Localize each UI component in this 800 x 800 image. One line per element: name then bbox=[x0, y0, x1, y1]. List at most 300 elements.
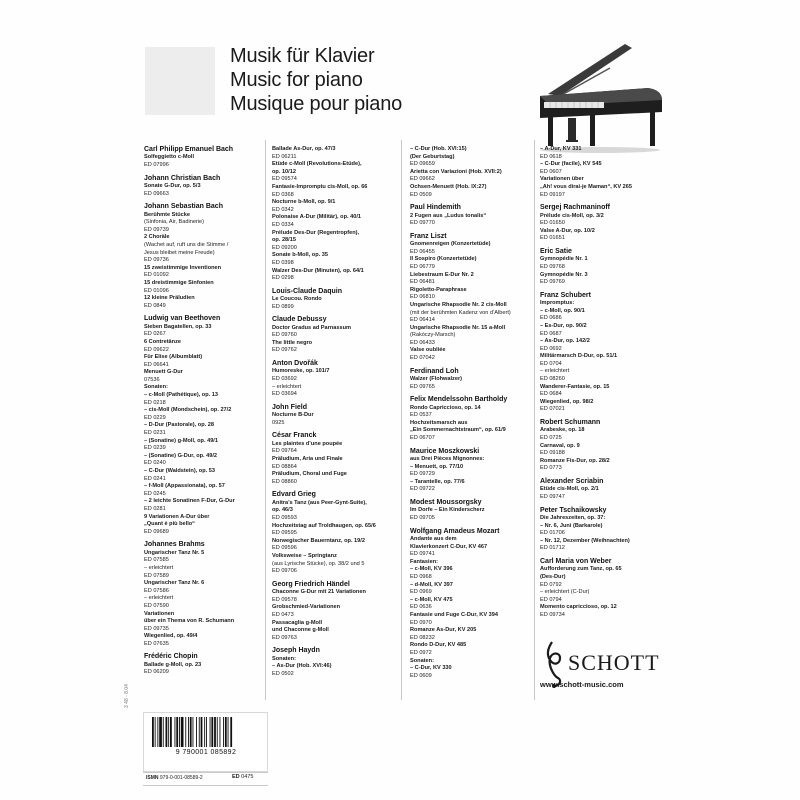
edition-code: ED 06455 bbox=[410, 248, 435, 255]
work-title: Impromptus: bbox=[540, 300, 575, 307]
edition-code: ED 01650 bbox=[540, 220, 565, 227]
work-title: – A-Dur, KV 331 bbox=[540, 146, 582, 152]
barcode-bar bbox=[152, 717, 154, 747]
work-title: Ungarische Rhapsodie Nr. 15 a-Moll bbox=[410, 324, 506, 331]
work-title: Chaconne G-Dur mit 21 Variationen bbox=[272, 589, 366, 596]
edition-code: ED 0502 bbox=[272, 670, 294, 677]
edition-code: ED 0368 bbox=[272, 191, 294, 198]
work-note: (Sinfonia, Air, Badinerie) bbox=[144, 219, 205, 226]
work-note: – erleichtert bbox=[272, 383, 302, 390]
edition-code: ED 09596 bbox=[272, 545, 297, 552]
barcode-bar bbox=[188, 717, 189, 747]
catalog-column-3 bbox=[410, 146, 530, 680]
edition-code: ED 06641 bbox=[144, 361, 169, 368]
work-title: Polonaise A-Dur (Militär), op. 40/1 bbox=[272, 214, 361, 221]
work-title: Die Jahreszeiten, op. 37: bbox=[540, 515, 606, 521]
work-title: Valse oubliée bbox=[410, 347, 446, 354]
edition-code: ED 09578 bbox=[272, 596, 297, 603]
barcode-bar bbox=[223, 717, 224, 747]
barcode-bar bbox=[163, 717, 164, 747]
edition-code: ED 09706 bbox=[272, 568, 297, 575]
composer-name: Joseph Haydn bbox=[272, 647, 320, 655]
work-title: – 2 leichte Sonatinen F-Dur, G-Dur bbox=[144, 498, 235, 505]
edition-code: ED 09197 bbox=[540, 191, 565, 198]
edition-code: ED 07996 bbox=[144, 162, 169, 168]
work-title: Aufforderung zum Tanz, op. 65 bbox=[540, 566, 622, 573]
work-title: Prélude Des-Dur (Regentropfen), bbox=[272, 229, 360, 236]
work-title: – Nr. 6, Juni (Barkarole) bbox=[540, 522, 603, 529]
edition-code: ED 06211 bbox=[272, 153, 297, 160]
work-title: Variationen über bbox=[540, 176, 584, 183]
edition-code: ED 09663 bbox=[144, 190, 169, 197]
work-title: – d-Moll, KV 397 bbox=[410, 581, 453, 588]
edition-number bbox=[232, 774, 253, 780]
composer-name: Sergej Rachmaninoff bbox=[540, 204, 611, 212]
edition-code: ED 01712 bbox=[540, 545, 565, 552]
edition-value: 0475 bbox=[241, 774, 254, 780]
edition-code: ED 0398 bbox=[272, 259, 294, 266]
edition-code: ED 03694 bbox=[272, 391, 297, 398]
composer-name: Johann Christian Bach bbox=[144, 174, 221, 182]
edition-code: ED 0773 bbox=[540, 465, 562, 472]
catalog-column-4 bbox=[540, 146, 660, 620]
work-title: Walzer Des-Dur (Minuten), op. 64/1 bbox=[272, 267, 364, 274]
work-title: Norwegischer Bauerntanz, op. 19/2 bbox=[272, 537, 365, 544]
work-title: – c-Moll, KV 475 bbox=[410, 596, 453, 603]
edition-code: ED 09729 bbox=[410, 471, 435, 478]
edition-code: ED 0970 bbox=[410, 619, 432, 626]
edition-code: ED 0239 bbox=[144, 445, 166, 452]
composer-name: Maurice Moszkowski bbox=[410, 447, 480, 455]
work-title: – cis-Moll (Mondschein), op. 27/2 bbox=[144, 407, 232, 414]
work-title: Andante aus dem bbox=[410, 536, 457, 542]
composer-name: Modest Moussorgsky bbox=[410, 499, 482, 506]
edition-code: ED 0267 bbox=[144, 331, 166, 338]
edition-code: ED 09769 bbox=[540, 279, 565, 286]
edition-code: ED 0342 bbox=[272, 206, 294, 213]
work-title: Für Elise (Albumblatt) bbox=[144, 354, 203, 361]
work-title: Menuett G-Dur bbox=[144, 369, 183, 376]
edition-code: ED 09764 bbox=[272, 448, 297, 455]
side-print-code: 3 48 - 8.04 bbox=[124, 684, 130, 708]
barcode-bar bbox=[176, 717, 178, 747]
barcode-bar bbox=[206, 717, 207, 747]
barcode-bar bbox=[190, 717, 192, 747]
work-title: Les plaintes d’une poupée bbox=[272, 440, 343, 447]
work-title: Fantasie und Fuge C-Dur, KV 394 bbox=[410, 611, 498, 618]
edition-code: ED 09574 bbox=[272, 176, 297, 183]
barcode-bar bbox=[159, 717, 162, 747]
barcode-bar bbox=[196, 717, 197, 747]
work-title: Hochzeitsmarsch aus bbox=[410, 419, 468, 426]
edition-code: ED 07042 bbox=[410, 355, 435, 362]
work-title: Ballade As-Dur, op. 47/3 bbox=[272, 146, 336, 152]
edition-code: ED 09770 bbox=[410, 220, 435, 227]
title-block bbox=[230, 44, 402, 116]
edition-code: ED 06433 bbox=[410, 339, 435, 346]
edition-code: ED 08860 bbox=[272, 478, 297, 485]
edition-code: ED 06481 bbox=[410, 279, 435, 286]
work-title: – As-Dur (Hob. XVI:46) bbox=[272, 663, 332, 670]
edition-code: ED 0473 bbox=[272, 611, 294, 618]
work-title: Nocturne b-Moll, op. 9/1 bbox=[272, 199, 336, 206]
edition-code: ED 07635 bbox=[144, 640, 169, 647]
edition-code: ED 07589 bbox=[144, 572, 169, 579]
barcode-bar bbox=[220, 717, 221, 747]
composer-name: Felix Mendelssohn Bartholdy bbox=[410, 396, 508, 404]
work-title: über ein Thema von R. Schumann bbox=[144, 618, 235, 625]
edition-code: ED 09763 bbox=[272, 634, 297, 641]
work-note: (mit der berühmten Kadenz von d’Albert) bbox=[410, 309, 511, 316]
work-title: Militärmarsch D-Dur, op. 51/1 bbox=[540, 353, 618, 360]
work-title: Romanze Fis-Dur, op. 28/2 bbox=[540, 457, 610, 464]
edition-code: ED 0972 bbox=[410, 649, 432, 656]
barcode-bar bbox=[185, 717, 186, 747]
edition-code: ED 0245 bbox=[144, 490, 166, 497]
work-note: (Rakóczy-Marsch) bbox=[410, 332, 456, 339]
edition-code: ED 0792 bbox=[540, 581, 562, 588]
edition-code: ED 0240 bbox=[144, 460, 166, 467]
edition-code: ED 09622 bbox=[144, 346, 169, 353]
work-title: Il Sospiro (Konzertetüde) bbox=[410, 256, 477, 263]
barcode-bar bbox=[155, 717, 156, 747]
edition-code: ED 09689 bbox=[144, 528, 169, 535]
work-title: Volksweise – Springtanz bbox=[272, 552, 337, 559]
edition-code: ED 0231 bbox=[144, 430, 166, 437]
edition-code: ED 06779 bbox=[410, 263, 435, 270]
work-title: Etüde c-Moll (Revolutions-Etüde), bbox=[272, 161, 362, 168]
work-title: Sieben Bagatellen, op. 33 bbox=[144, 323, 212, 330]
edition-code: ED 03692 bbox=[272, 376, 297, 383]
work-title: op. 28/15 bbox=[272, 237, 296, 244]
work-title: Carnaval, op. 9 bbox=[540, 442, 580, 449]
composer-name: César Franck bbox=[272, 432, 317, 440]
edition-code: ED 0298 bbox=[272, 275, 294, 282]
work-title: Ballade g-Moll, op. 23 bbox=[144, 661, 202, 668]
edition-code: ED 09735 bbox=[144, 625, 169, 632]
work-title: „Ein Sommernachtstraum“, op. 61/9 bbox=[410, 427, 506, 434]
work-note: – erleichtert (C-Dur) bbox=[540, 589, 590, 596]
work-title: The little negro bbox=[272, 339, 313, 346]
work-title: – Nr. 12, Dezember (Weihnachten) bbox=[540, 537, 630, 544]
work-title: Präludium, Choral und Fuge bbox=[272, 471, 347, 478]
work-title: Walzer (Flohwalzer) bbox=[410, 376, 463, 383]
work-title: Präludium, Aria und Finale bbox=[272, 456, 343, 463]
work-title: Berühmte Stücke bbox=[144, 211, 191, 218]
work-title: – C-Dur (Waldstein), op. 53 bbox=[144, 468, 215, 474]
work-title: Hochzeitstag auf Troldhaugen, op. 65/6 bbox=[272, 522, 376, 529]
work-title: 6 Contretänze bbox=[144, 338, 181, 345]
composer-name: Paul Hindemith bbox=[410, 204, 461, 212]
composer-name: Georg Friedrich Händel bbox=[272, 580, 350, 588]
edition-code: ED 0969 bbox=[410, 589, 432, 596]
work-title: Ungarische Rhapsodie Nr. 2 cis-Moll bbox=[410, 301, 507, 308]
work-title: – c-Moll, KV 396 bbox=[410, 566, 453, 573]
work-title: und Chaconne g-Moll bbox=[272, 627, 329, 634]
work-title: Anitra’s Tanz (aus Peer-Gynt-Suite), bbox=[272, 499, 367, 506]
catalog-column-1 bbox=[144, 146, 262, 677]
work-title: Nocturne B-Dur bbox=[272, 412, 314, 419]
ismn-code bbox=[146, 775, 203, 781]
work-title: Sonaten: bbox=[272, 655, 296, 662]
edition-code: ED 0684 bbox=[540, 391, 562, 398]
composer-name: Louis-Claude Daquin bbox=[272, 287, 342, 295]
composer-name: Carl Maria von Weber bbox=[540, 557, 612, 565]
composer-name: Wolfgang Amadeus Mozart bbox=[410, 527, 500, 535]
edition-code: ED 01096 bbox=[144, 287, 169, 294]
composer-name: Anton Dvořák bbox=[272, 360, 318, 368]
edition-code: ED 0704 bbox=[540, 360, 562, 367]
edition-code: ED 0281 bbox=[144, 505, 166, 512]
edition-code: ED 0607 bbox=[540, 168, 562, 175]
edition-code: ED 09747 bbox=[540, 494, 565, 500]
work-title: Romanze As-Dur, KV 205 bbox=[410, 627, 477, 634]
edition-code: ED 09659 bbox=[410, 161, 435, 168]
work-title: – D-Dur (Pastorale), op. 28 bbox=[144, 422, 214, 429]
work-title: 2 Fugen aus „Ludus tonalis“ bbox=[410, 212, 487, 219]
edition-code: ED 09765 bbox=[410, 383, 435, 390]
edition-code: ED 06414 bbox=[410, 317, 435, 324]
work-title: Rigoletto-Paraphrase bbox=[410, 286, 467, 293]
barcode-bar bbox=[199, 717, 200, 747]
composer-name: Ferdinand Loh bbox=[410, 367, 459, 375]
composer-name: Franz Liszt bbox=[410, 232, 447, 240]
work-title: Ungarischer Tanz Nr. 5 bbox=[144, 549, 205, 556]
barcode-bar bbox=[168, 717, 169, 747]
work-note: Jesus bleibet meine Freude) bbox=[144, 249, 215, 256]
edition-code: ED 0692 bbox=[540, 345, 562, 352]
edition-code: ED 09705 bbox=[410, 515, 435, 521]
edition-code: ED 09768 bbox=[540, 263, 565, 270]
edition-code: ED 0968 bbox=[410, 573, 432, 580]
edition-code: ED 09734 bbox=[540, 611, 565, 618]
edition-code: ED 09188 bbox=[540, 450, 565, 457]
column-rule bbox=[401, 140, 402, 700]
barcode-bar bbox=[225, 717, 227, 747]
work-title: Doctor Gradus ad Parnassum bbox=[272, 324, 351, 331]
edition-code: ED 07021 bbox=[540, 406, 565, 413]
edition-code: ED 01651 bbox=[540, 235, 565, 242]
edition-code: ED 09722 bbox=[410, 486, 435, 493]
publisher-name: SCHOTT bbox=[568, 650, 660, 675]
work-title: Ochsen-Menuett (Hob. IX:27) bbox=[410, 183, 487, 190]
composer-name: Eric Satie bbox=[540, 247, 572, 255]
edition-code: ED 07590 bbox=[144, 602, 169, 609]
edition-code: 07536 bbox=[144, 376, 160, 383]
work-title: – Menuett, op. 77/10 bbox=[410, 463, 464, 470]
work-title: (Des-Dur) bbox=[540, 573, 566, 580]
work-title: Arietta con Variazioni (Hob. XVII:2) bbox=[410, 168, 502, 175]
work-title: – f-Moll (Appassionata), op. 57 bbox=[144, 483, 225, 490]
barcode-bar bbox=[166, 717, 168, 747]
edition-code: ED 0725 bbox=[540, 435, 562, 442]
barcode-bar bbox=[228, 717, 229, 747]
title-english: Music for piano bbox=[230, 69, 363, 91]
work-title: 15 zweistimmige Inventionen bbox=[144, 264, 222, 271]
barcode-bar bbox=[230, 717, 232, 747]
work-title: Sonaten: bbox=[144, 384, 168, 391]
composer-name: Johann Sebastian Bach bbox=[144, 203, 223, 211]
work-title: Sonaten: bbox=[410, 657, 434, 664]
work-title: Momento capriccioso, op. 12 bbox=[540, 604, 617, 611]
work-title: Fantasie-Impromptu cis-Moll, op. 66 bbox=[272, 183, 368, 190]
edition-code: ED 09741 bbox=[410, 551, 435, 558]
composer-name: John Field bbox=[272, 403, 307, 411]
barcode bbox=[150, 717, 262, 747]
work-title: – C-Dur (Hob. XVI:15) bbox=[410, 146, 467, 152]
barcode-bar bbox=[157, 717, 158, 747]
decorative-grey-box bbox=[145, 47, 215, 115]
composer-name: Carl Philipp Emanuel Bach bbox=[144, 146, 234, 153]
barcode-bar bbox=[217, 717, 218, 747]
barcode-bar bbox=[211, 717, 213, 747]
edition-code: ED 0609 bbox=[410, 672, 432, 679]
work-title: Wanderer-Fantasie, op. 15 bbox=[540, 383, 610, 390]
edition-code: ED 0334 bbox=[272, 221, 294, 228]
title-german: Musik für Klavier bbox=[230, 45, 375, 67]
work-title: Humoreske, op. 101/7 bbox=[272, 368, 330, 375]
work-title: „Ah! vous dirai-je Maman“, KV 265 bbox=[540, 183, 633, 190]
barcode-bar bbox=[214, 717, 216, 747]
barcode-bar bbox=[170, 717, 172, 747]
edition-code: ED 09593 bbox=[272, 515, 297, 521]
edition-code: ED 01092 bbox=[144, 272, 169, 279]
work-title: 15 dreistimmige Sinfonien bbox=[144, 279, 214, 286]
barcode-bar bbox=[179, 717, 180, 747]
composer-name: Peter Tschaikowsky bbox=[540, 506, 607, 514]
work-title: – C-Dur, KV 330 bbox=[410, 665, 452, 672]
work-title: Prélude cis-Moll, op. 3/2 bbox=[540, 212, 604, 219]
grand-piano-icon bbox=[530, 38, 670, 158]
work-title: Rondo D-Dur, KV 485 bbox=[410, 642, 467, 649]
edition-code: ED 07585 bbox=[144, 557, 169, 564]
edition-code: 0925 bbox=[272, 419, 285, 426]
edition-code: ED 01706 bbox=[540, 530, 565, 537]
work-title: „Quant è più bello“ bbox=[144, 521, 195, 528]
work-title: 9 Variationen A-Dur über bbox=[144, 513, 210, 520]
work-title: Sonate G-Dur, op. 5/3 bbox=[144, 183, 201, 189]
edition-code: ED 0794 bbox=[540, 596, 562, 603]
work-title: Passacaglia g-Moll bbox=[272, 619, 323, 626]
work-title: Etüde cis-Moll, op. 2/1 bbox=[540, 486, 599, 493]
work-title: Fantasien: bbox=[410, 558, 438, 565]
work-title: – Tarantelle, op. 77/6 bbox=[410, 478, 465, 485]
work-note: – erleichtert bbox=[540, 368, 570, 375]
barcode-bar bbox=[210, 717, 211, 747]
edition-code: ED 09200 bbox=[272, 244, 297, 251]
barcode-bar bbox=[175, 717, 176, 747]
work-title: – (Sonatine) g-Moll, op. 49/1 bbox=[144, 437, 218, 444]
composer-name: Robert Schumann bbox=[540, 419, 601, 427]
work-title: aus Drei Pièces Mignonnes: bbox=[410, 456, 485, 463]
work-title: Gymnopédie Nr. 3 bbox=[540, 271, 588, 278]
work-title: Solfeggietto c-Moll bbox=[144, 154, 195, 161]
composer-name: Alexander Scriabin bbox=[540, 478, 604, 485]
edition-code: ED 09762 bbox=[272, 347, 297, 354]
work-title: Ungarischer Tanz Nr. 6 bbox=[144, 580, 205, 587]
work-title: Sonate b-Moll, op. 35 bbox=[272, 252, 328, 259]
barcode-bar bbox=[201, 717, 203, 747]
work-title: Gymnopédie Nr. 1 bbox=[540, 256, 588, 263]
work-title: (Der Geburtstag) bbox=[410, 153, 455, 160]
edition-code: ED 0241 bbox=[144, 475, 166, 482]
ismn-label: ISMN bbox=[146, 775, 159, 781]
work-title: Valse A-Dur, op. 10/2 bbox=[540, 227, 595, 234]
work-title: Klavierkonzert C-Dur, KV 467 bbox=[410, 543, 488, 550]
edition-label: ED bbox=[232, 774, 240, 780]
work-note: (aus Lyrische Stücke), op. 38/2 und 5 bbox=[272, 560, 365, 567]
work-note: (Wachet auf, ruft uns die Stimme / bbox=[144, 241, 229, 248]
work-title: Le Coucou. Rondo bbox=[272, 296, 322, 303]
edition-code: ED 09595 bbox=[272, 530, 297, 537]
catalog-column-2 bbox=[272, 146, 390, 679]
work-title: Im Dorfe – Ein Kinderscherz bbox=[410, 507, 485, 514]
work-title: Wiegenlied, op. 49/4 bbox=[144, 633, 198, 640]
edition-code: ED 08260 bbox=[540, 376, 565, 383]
edition-code: ED 06209 bbox=[144, 669, 169, 676]
edition-code: ED 08864 bbox=[272, 463, 297, 470]
barcode-bar bbox=[181, 717, 184, 747]
title-french: Musique pour piano bbox=[230, 93, 403, 115]
edition-code: ED 0509 bbox=[410, 191, 432, 198]
work-title: Wiegenlied, op. 98/2 bbox=[540, 398, 594, 405]
work-title: Rondo Capriccioso, op. 14 bbox=[410, 404, 481, 411]
edition-code: ED 0899 bbox=[272, 303, 294, 310]
work-note: – erleichtert bbox=[144, 595, 174, 602]
composer-name: Frédéric Chopin bbox=[144, 653, 198, 661]
work-title: 12 kleine Präludien bbox=[144, 295, 195, 302]
work-title: Gnomenreigen (Konzertetüde) bbox=[410, 241, 491, 248]
edition-code: ED 0537 bbox=[410, 412, 432, 419]
edition-code: ED 0687 bbox=[540, 330, 562, 337]
edition-code: ED 0229 bbox=[144, 414, 166, 421]
barcode-number: 9 790001 085892 bbox=[175, 749, 237, 756]
work-title: – C-Dur (facile), KV 545 bbox=[540, 161, 602, 168]
edition-code: ED 09736 bbox=[144, 257, 169, 264]
edition-code: ED 0849 bbox=[144, 302, 166, 309]
column-rule bbox=[265, 140, 266, 700]
edition-code: ED 06707 bbox=[410, 435, 435, 442]
work-title: – c-Moll (Pathétique), op. 13 bbox=[144, 392, 218, 399]
work-note: – erleichtert bbox=[144, 564, 174, 571]
work-title: Variationen bbox=[144, 610, 175, 617]
edition-code: ED 0686 bbox=[540, 315, 562, 322]
work-title: 2 Choräle bbox=[144, 234, 170, 241]
composer-name: Johannes Brahms bbox=[144, 541, 205, 549]
work-title: – c-Moll, op. 90/1 bbox=[540, 307, 585, 314]
work-title: op. 46/3 bbox=[272, 507, 293, 514]
column-rule bbox=[534, 140, 535, 700]
composer-name: Edvard Grieg bbox=[272, 491, 316, 499]
edition-code: ED 0636 bbox=[410, 604, 432, 611]
publisher-url: www.schott-music.com bbox=[540, 680, 624, 689]
composer-name: Ludwig van Beethoven bbox=[144, 315, 221, 323]
work-title: Grobschmied-Variationen bbox=[272, 604, 341, 611]
edition-code: ED 0618 bbox=[540, 153, 562, 160]
work-title: Liebestraum E-Dur Nr. 2 bbox=[410, 271, 474, 278]
edition-code: ED 09739 bbox=[144, 226, 169, 233]
barcode-bar bbox=[204, 717, 205, 747]
edition-code: ED 06810 bbox=[410, 294, 435, 301]
work-title: – Es-Dur, op. 90/2 bbox=[540, 322, 587, 329]
barcode-bar bbox=[193, 717, 194, 747]
composer-name: Claude Debussy bbox=[272, 316, 327, 324]
edition-code: ED 09760 bbox=[272, 332, 297, 339]
edition-code: ED 07586 bbox=[144, 587, 169, 594]
work-title: – (Sonatine) G-Dur, op. 49/2 bbox=[144, 452, 218, 459]
work-title: op. 10/12 bbox=[272, 168, 296, 175]
edition-code: ED 08232 bbox=[410, 634, 435, 641]
